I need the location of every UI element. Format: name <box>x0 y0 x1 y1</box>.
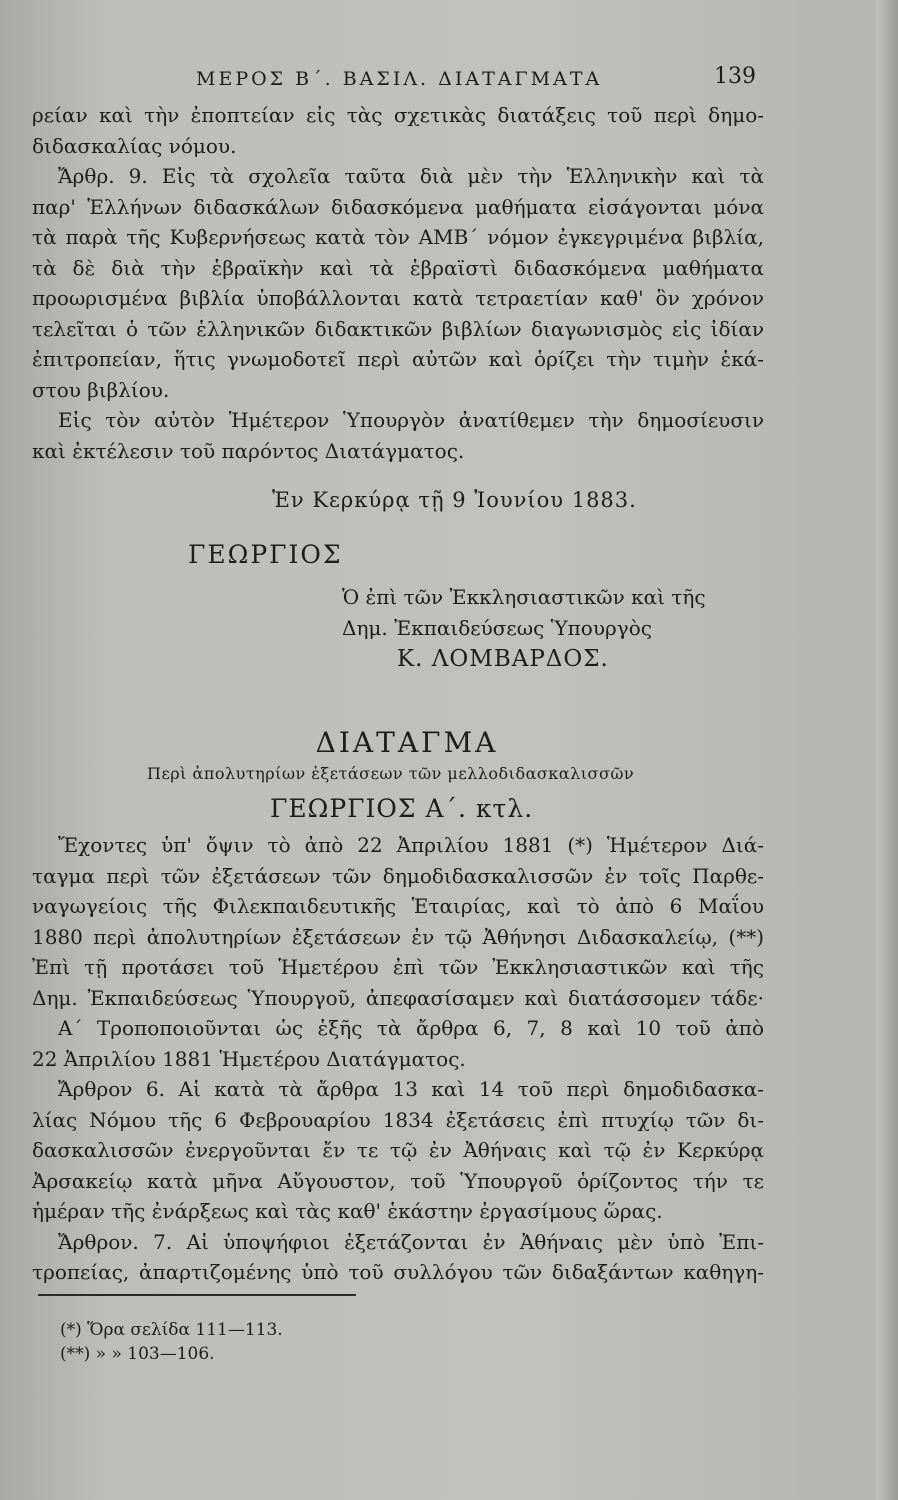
signer-name: ΓΕΩΡΓΙΟΣ <box>188 540 343 569</box>
text-line: τὰ παρὰ τῆς Κυβερνήσεως κατὰ τὸν ΑΜΒ΄ νόμον ἐγκεγριμένα βιβλία, <box>32 225 764 249</box>
text-line: 22 Ἀπριλίου 1881 Ἡμετέρου Διατάγματος. <box>32 1046 466 1071</box>
text-line: Ἄρθρ. 9. Εἰς τὰ σχολεῖα ταῦτα διὰ μὲν τὴν Ἑλληνικὴν καὶ τὰ <box>58 164 764 188</box>
text-line: παρ' Ἑλλήνων διδασκάλων διδασκόμενα μαθήματα εἰσάγονται μόνα <box>32 194 764 219</box>
minister-signature <box>342 582 706 675</box>
text-line: διδασκαλίας νόμου. <box>32 133 237 158</box>
text-line: δασκαλισσῶν ἐνεργοῦνται ἔν τε τῷ ἐν Ἀθήναις καὶ τῷ ἐν Κερκύρᾳ <box>32 1138 764 1162</box>
running-title: ΜΕΡΟΣ Β΄. ΒΑΣΙΛ. ΔΙΑΤΑΓΜΑΤΑ <box>196 68 603 90</box>
text-line: Ἔχοντες ὑπ' ὄψιν τὸ ἀπὸ 22 Ἀπριλίου 1881 (*) Ἡμέτερον Διά- <box>58 833 764 857</box>
text-line: 1880 περὶ ἀπολυτηρίων ἐξετάσεων ἐν τῷ Ἀθήνησι Διδασκαλείῳ, (**) <box>32 924 764 949</box>
text-line: Ἄρθρον. 7. Αἱ ὑποψήφιοι ἐξετάζονται ἐν Ἀθήναις μὲν ὑπὸ Ἐπι- <box>58 1229 764 1254</box>
text-line: τὰ δὲ διὰ τὴν ἑβραϊκὴν καὶ τὰ ἑβραϊστὶ διδασκόμενα μαθήματα <box>32 255 764 280</box>
text-line: Δημ. Ἐκπαιδεύσεως Ὑπουργοῦ, ἀπεφασίσαμεν καὶ διατάσσομεν τάδε· <box>32 985 764 1010</box>
text-line: ἐπιτροπείαν, ἥτις γνωμοδοτεῖ περὶ αὐτῶν καὶ ὁρίζει τὴν τιμὴν ἑκά- <box>32 347 764 371</box>
text-line: καὶ ἐκτέλεσιν τοῦ παρόντος Διατάγματος. <box>32 438 465 463</box>
text-line: ναγωγείοις τῆς Φιλεκπαιδευτικῆς Ἑταιρίας, καὶ τὸ ἀπὸ 6 Μαΐου <box>32 894 764 918</box>
text-line: ρείαν καὶ τὴν ἐποπτείαν εἰς τὰς σχετικὰς διατάξεις τοῦ περὶ δημο- <box>32 103 764 127</box>
text-line: στου βιβλίου. <box>32 377 170 402</box>
text-line: προωρισμένα βιβλία ὑποβάλλονται κατὰ τετραετίαν καθ' ὃν χρόνον <box>32 286 764 310</box>
footnotes <box>60 1318 283 1366</box>
text-block-decree <box>32 830 764 1288</box>
page-header <box>196 64 756 98</box>
page-number: 139 <box>714 64 756 89</box>
text-line: Α΄ Τροποποιοῦνται ὡς ἑξῆς τὰ ἄρθρα 6, 7, 8 καὶ 10 τοῦ ἀπὸ <box>58 1016 764 1040</box>
text-line: ἡμέραν τῆς ἐνάρξεως καὶ τὰς καθ' ἑκάστην ἐργασίμους ὥρας. <box>32 1199 663 1223</box>
decree-title <box>0 726 898 759</box>
decree-king: ΓΕΩΡΓΙΟΣ Α΄. κτλ. <box>270 794 534 823</box>
footnote: (*) Ὅρα σελίδα 111—113. <box>60 1320 283 1340</box>
text-line: τελεῖται ὁ τῶν ἑλληνικῶν διδακτικῶν βιβλίων διαγωνισμὸς εἰς ἰδίαν <box>32 316 764 341</box>
decree-subtitle: Περὶ ἀπολυτηρίων ἐξετάσεων τῶν μελλοδιδασκαλισσῶν <box>147 764 635 783</box>
minister-title-line: Δημ. Ἐκπαιδεύσεως Ὑπουργὸς <box>342 616 652 640</box>
text-line: τροπείας, ἀπαρτιζομένης ὑπὸ τοῦ συλλόγου τῶν διδαξάντων καθηγη- <box>32 1260 764 1284</box>
text-block-article-9 <box>32 100 764 466</box>
text-line: Εἰς τὸν αὐτὸν Ἡμέτερον Ὑπουργὸν ἀνατίθεμεν τὴν δημοσίευσιν <box>58 408 764 432</box>
minister-title-line: Ὁ ἐπὶ τῶν Ἐκκλησιαστικῶν καὶ τῆς <box>342 585 706 609</box>
place-date: Ἐν Κερκύρᾳ τῇ 9 Ἰουνίου 1883. <box>272 488 637 512</box>
text-line: Ἐπὶ τῇ προτάσει τοῦ Ἡμετέρου ἐπὶ τῶν Ἐκκλησιαστικῶν καὶ τῆς <box>32 955 764 979</box>
decree-title-text: ΔΙΑΤΑΓΜΑ <box>315 726 499 759</box>
text-line: Ἄρθρον 6. Αἱ κατὰ τὰ ἄρθρα 13 καὶ 14 τοῦ περὶ δημοδιδασκα- <box>58 1077 764 1101</box>
text-line: λίας Νόμου τῆς 6 Φεβρουαρίου 1834 ἐξετάσεις ἐπὶ πτυχίῳ τῶν δι- <box>32 1107 764 1132</box>
footnote: (**) » » 103—106. <box>60 1344 215 1364</box>
text-line: ταγμα περὶ τῶν ἐξετάσεων τῶν δημοδιδασκαλισσῶν ἐν τοῖς Παρθε- <box>32 863 764 888</box>
text-line: Ἀρσακείῳ κατὰ μῆνα Αὔγουστον, τοῦ Ὑπουργοῦ ὁρίζοντος τήν τε <box>32 1168 764 1193</box>
minister-name: Κ. ΛΟΜΒΑΡΔΟΣ. <box>397 646 609 672</box>
footnote-divider <box>38 1294 356 1296</box>
